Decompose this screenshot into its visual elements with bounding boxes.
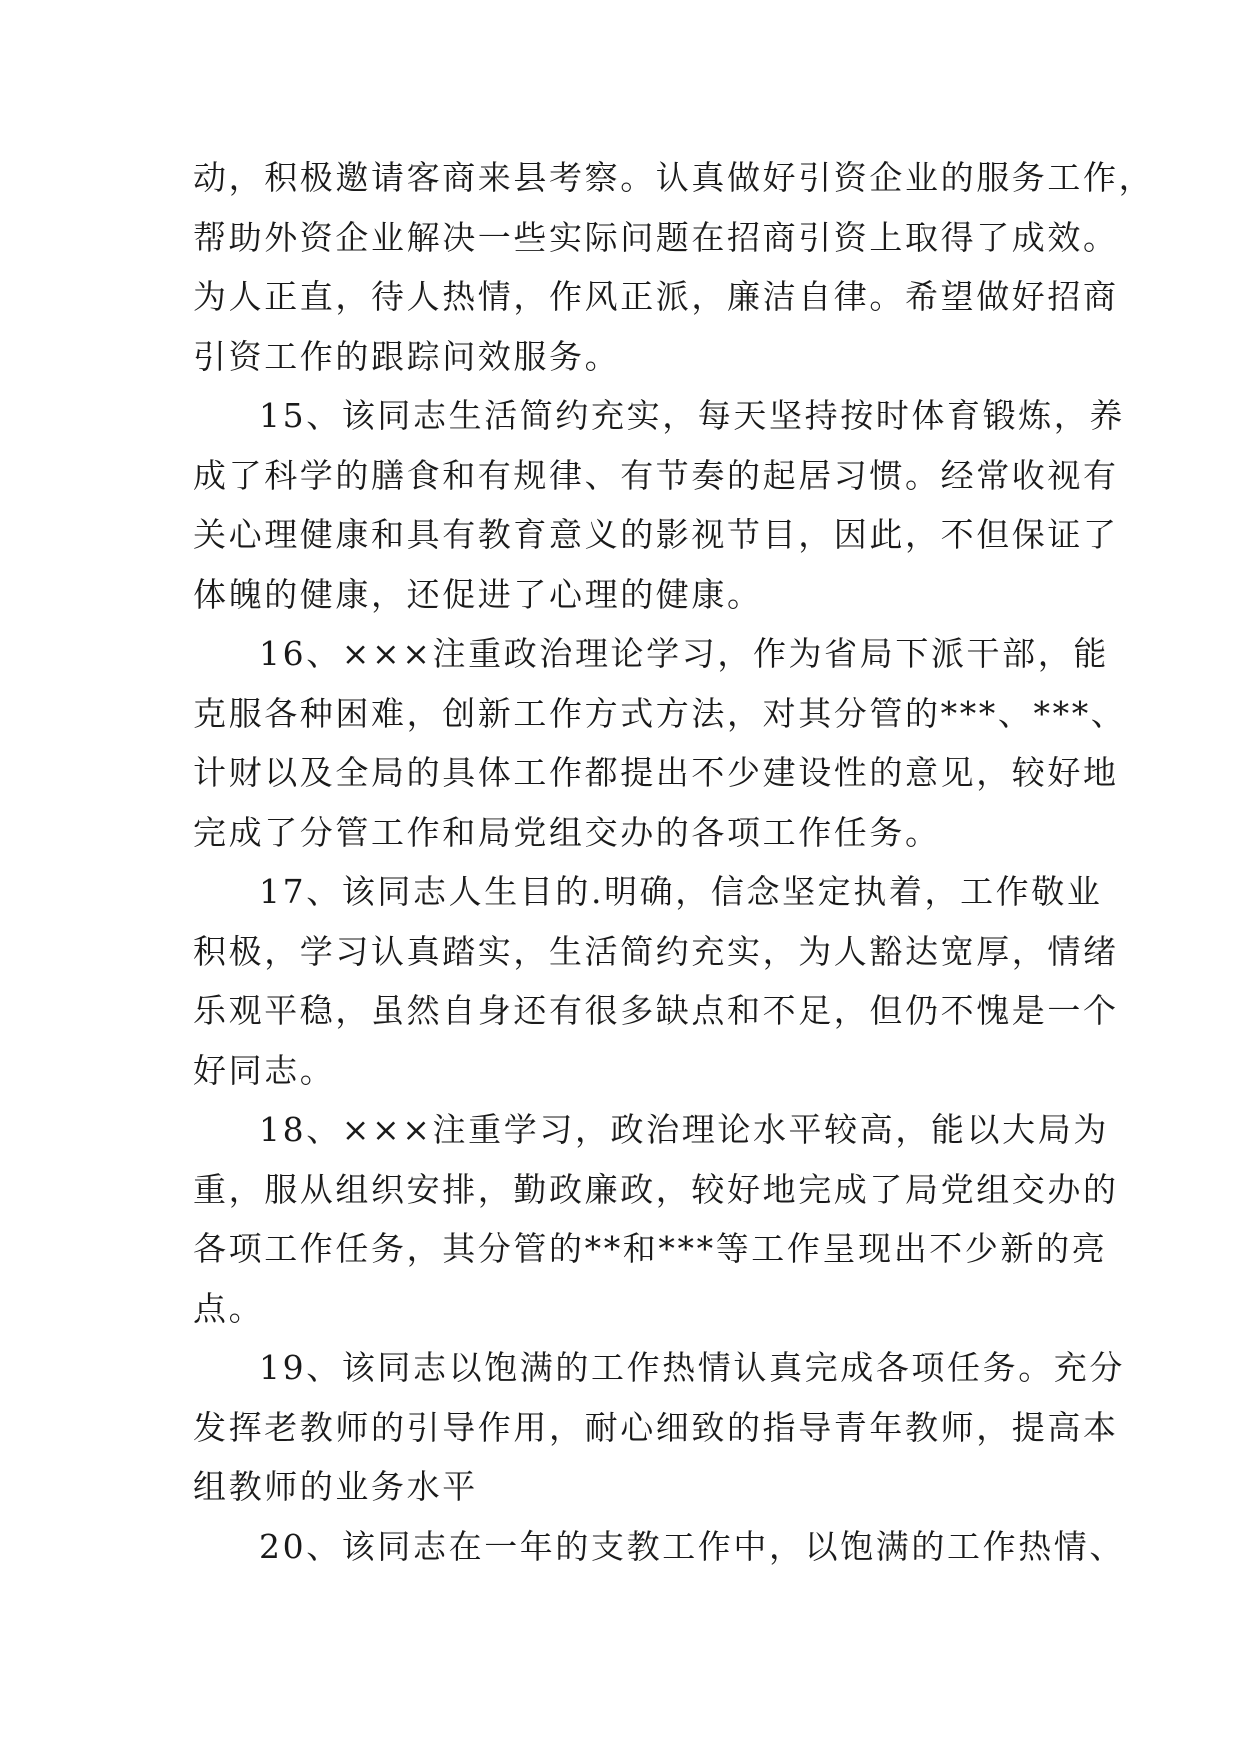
- text-line: 发挥老教师的引导作用，耐心细致的指导青年教师，提高本: [193, 1407, 1119, 1447]
- text-line: 完成了分管工作和局党组交办的各项工作任务。: [193, 812, 941, 852]
- text-line: 克服各种困难，创新工作方式方法，对其分管的***、***、: [193, 693, 1127, 733]
- paragraph-continuation: [193, 148, 1155, 386]
- text-line: 成了科学的膳食和有规律、有节奏的起居习惯。经常收视有: [193, 455, 1119, 495]
- text-line: 动，积极邀请客商来县考察。认真做好引资企业的服务工作，: [193, 158, 1155, 197]
- paragraph-20: [193, 1517, 1125, 1577]
- text-line: 帮助外资企业解决一些实际问题在招商引资上取得了成效。: [193, 217, 1119, 257]
- text-line: 体魄的健康，还促进了心理的健康。: [193, 574, 763, 614]
- text-line: 19、该同志以饱满的工作热情认真完成各项任务。充分: [259, 1348, 1125, 1387]
- text-line: 18、×××注重学习，政治理论水平较高，能以大局为: [259, 1110, 1109, 1149]
- text-line: 好同志。: [193, 1050, 336, 1090]
- text-line: 组教师的业务水平: [193, 1467, 478, 1506]
- text-line: 各项工作任务，其分管的**和***等工作呈现出不少新的亮: [193, 1229, 1108, 1268]
- text-line: 积极，学习认真踏实，生活简约充实，为人豁达宽厚，情绪: [193, 931, 1119, 971]
- paragraph-17: [193, 862, 1119, 1100]
- text-line: 引资工作的跟踪问效服务。: [193, 336, 621, 376]
- text-line: 关心理健康和具有教育意义的影视节目，因此，不但保证了: [193, 515, 1119, 554]
- text-line: 点。: [193, 1288, 265, 1328]
- text-line: 乐观平稳，虽然自身还有很多缺点和不足，但仍不愧是一个: [193, 991, 1119, 1030]
- text-line: 重，服从组织安排，勤政廉政，较好地完成了局党组交办的: [193, 1169, 1119, 1209]
- paragraph-18: [193, 1100, 1119, 1338]
- paragraph-16: [193, 624, 1127, 862]
- document-body: [193, 148, 1155, 1576]
- text-line: 计财以及全局的具体工作都提出不少建设性的意见，较好地: [193, 753, 1119, 792]
- paragraph-19: [193, 1338, 1125, 1517]
- text-line: 16、×××注重政治理论学习，作为省局下派干部，能: [259, 634, 1109, 673]
- text-line: 20、该同志在一年的支教工作中，以饱满的工作热情、: [259, 1526, 1125, 1566]
- text-line: 15、该同志生活简约充实，每天坚持按时体育锻炼，养: [259, 396, 1125, 435]
- text-line: 17、该同志人生目的.明确，信念坚定执着，工作敬业: [259, 872, 1103, 911]
- text-line: 为人正直，待人热情，作风正派，廉洁自律。希望做好招商: [193, 277, 1119, 316]
- paragraph-15: [193, 386, 1125, 624]
